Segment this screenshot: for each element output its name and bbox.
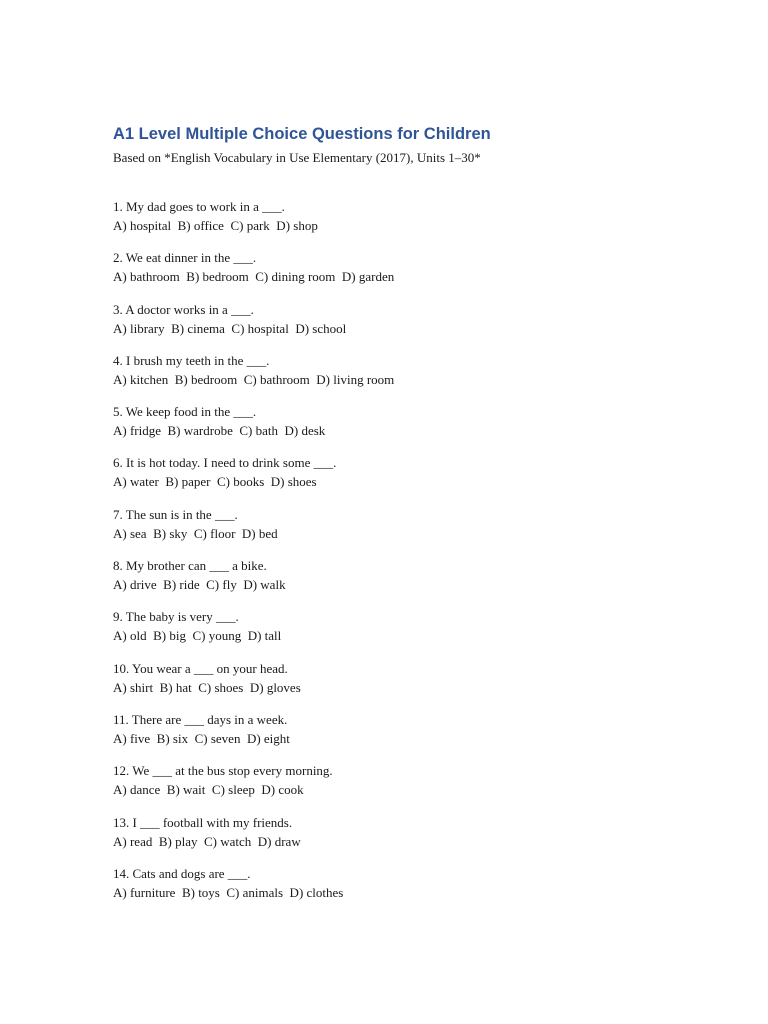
question-item [113, 402, 733, 453]
question-text: 8. My brother can ___ a bike. [113, 558, 267, 574]
question-item [113, 300, 733, 351]
question-item [113, 710, 733, 761]
question-text: 6. It is hot today. I need to drink some ___. [113, 455, 337, 471]
question-item [113, 556, 733, 607]
question-item [113, 351, 733, 402]
question-item [113, 659, 733, 710]
question-options: A) water B) paper C) books D) shoes [113, 474, 317, 490]
document-page [113, 122, 733, 915]
question-options: A) read B) play C) watch D) draw [113, 833, 301, 849]
question-item [113, 607, 733, 658]
document-subtitle: Based on *English Vocabulary in Use Elementary (2017), Units 1–30* [113, 150, 481, 165]
question-options: A) fridge B) wardrobe C) bath D) desk [113, 423, 326, 439]
question-options: A) library B) cinema C) hospital D) school [113, 320, 347, 336]
question-text: 14. Cats and dogs are ___. [113, 865, 251, 881]
question-options: A) old B) big C) young D) tall [113, 628, 282, 644]
question-item [113, 248, 733, 299]
question-options: A) five B) six C) seven D) eight [113, 730, 290, 746]
question-options: A) shirt B) hat C) shoes D) gloves [113, 679, 301, 695]
question-text: 13. I ___ football with my friends. [113, 814, 293, 830]
question-text: 7. The sun is in the ___. [113, 506, 238, 522]
question-item [113, 864, 733, 915]
question-options: A) sea B) sky C) floor D) bed [113, 525, 278, 541]
question-item [113, 761, 733, 812]
question-text: 2. We eat dinner in the ___. [113, 250, 257, 266]
question-text: 5. We keep food in the ___. [113, 404, 257, 420]
question-options: A) hospital B) office C) park D) shop [113, 218, 318, 233]
question-text: 4. I brush my teeth in the ___. [113, 352, 270, 368]
question-text: 1. My dad goes to work in a ___. [113, 199, 285, 214]
document-title: A1 Level Multiple Choice Questions for Children [113, 125, 491, 143]
question-text: 11. There are ___ days in a week. [113, 711, 288, 727]
question-options: A) kitchen B) bedroom C) bathroom D) living room [113, 371, 395, 387]
question-text: 3. A doctor works in a ___. [113, 301, 254, 317]
question-options: A) furniture B) toys C) animals D) clothes [113, 884, 344, 900]
question-options: A) bathroom B) bedroom C) dining room D) garden [113, 269, 395, 285]
question-list [113, 197, 733, 915]
question-text: 10. You wear a ___ on your head. [113, 660, 288, 676]
question-item [113, 453, 733, 504]
question-text: 12. We ___ at the bus stop every morning. [113, 763, 333, 779]
question-item [113, 813, 733, 864]
question-item [113, 197, 733, 248]
question-text: 9. The baby is very ___. [113, 609, 239, 625]
question-options: A) dance B) wait C) sleep D) cook [113, 782, 304, 798]
question-item [113, 505, 733, 556]
question-options: A) drive B) ride C) fly D) walk [113, 577, 286, 593]
